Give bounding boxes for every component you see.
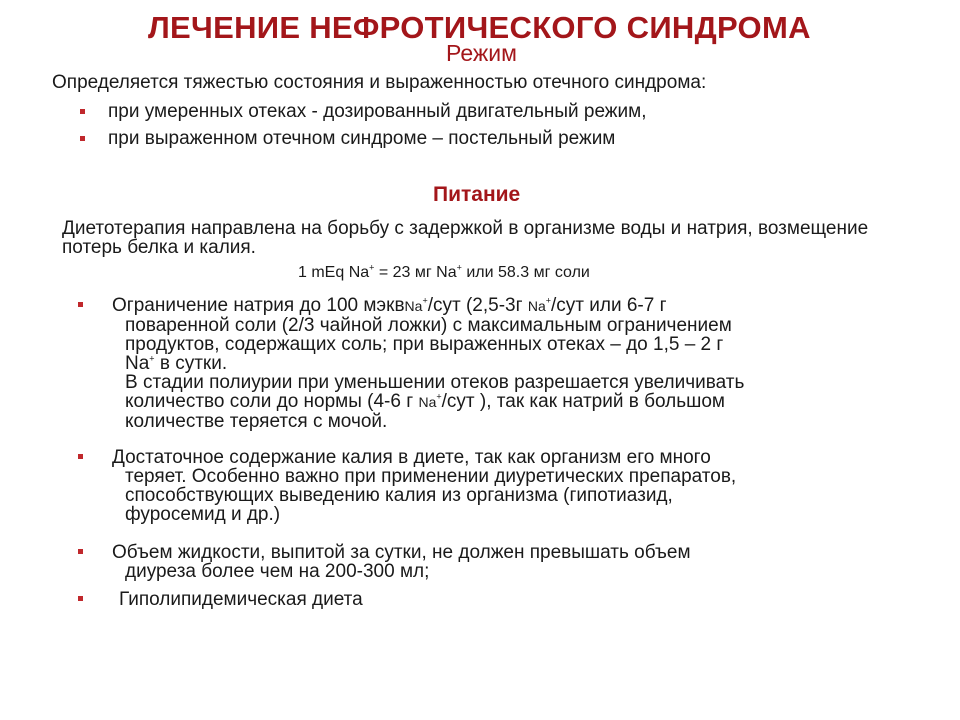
superscript: + [369, 262, 375, 273]
regime-intro: Определяется тяжестью состояния и выраженностью отечного синдрома: [52, 72, 707, 93]
text-line: продуктов, содержащих соль; при выраженных отеках – до 1,5 – 2 г [125, 334, 724, 355]
text-fragment: /сут или 6-7 г [551, 295, 667, 316]
slide-title: ЛЕЧЕНИЕ НЕФРОТИЧЕСКОГО СИНДРОМА [148, 10, 811, 45]
regime-list [78, 98, 838, 152]
text-line: диуреза более чем на 200-300 мл; [125, 561, 430, 582]
diet-intro: Диетотерапия направлена на борьбу с задержкой в организме воды и натрия, возмещение потерь белка и калия. [62, 218, 869, 258]
list-item [78, 98, 838, 125]
nutrition-heading: Питание [433, 183, 521, 206]
text-line: количестве теряется с мочой. [125, 411, 388, 432]
text-fragment: /сут (2,5-3г [427, 295, 528, 316]
diet-list [78, 296, 938, 609]
subtitle-regime: Режим [446, 40, 517, 66]
text-line: поваренной соли (2/3 чайной ложки) с максимальным ограничением [125, 315, 732, 336]
superscript: + [545, 295, 551, 306]
sodium-conversion-note [298, 264, 590, 282]
square-bullet-icon [78, 302, 83, 307]
text-line: фуросемид и др.) [125, 504, 281, 525]
lipid-diet-item [78, 590, 938, 609]
conversion-text: или 58.3 мг соли [461, 264, 590, 281]
regime-item-text: при выраженном отечном синдроме – постельный режим [108, 128, 616, 149]
square-bullet-icon [78, 549, 83, 554]
superscript: + [422, 295, 428, 306]
text-line [112, 354, 938, 373]
square-bullet-icon [78, 454, 83, 459]
conversion-text: = 23 мг Na [374, 264, 457, 281]
square-bullet-icon [80, 136, 85, 141]
sodium-restriction-item [78, 296, 938, 431]
sodium-symbol: Na [125, 353, 150, 374]
text-fragment: в сутки. [154, 353, 228, 374]
square-bullet-icon [80, 109, 85, 114]
text-line [112, 295, 667, 316]
conversion-text: 1 mEq Na [298, 264, 370, 281]
regime-item-text: при умеренных отеках - дозированный двигательный режим, [108, 101, 647, 122]
superscript: + [436, 391, 442, 402]
sodium-symbol: Na [404, 298, 423, 314]
text-fragment: /сут ), так как натрий в большом [441, 391, 725, 412]
list-item [78, 125, 838, 152]
text-line [112, 392, 938, 412]
text-line: теряет. Особенно важно при применении диуретических препаратов, [125, 466, 737, 487]
text-line: Объем жидкости, выпитой за сутки, не должен превышать объем [112, 542, 691, 563]
fluid-volume-item [78, 543, 938, 581]
text-fragment: Ограничение натрия до 100 мэкв [112, 295, 405, 316]
superscript: + [456, 262, 462, 273]
superscript: + [149, 353, 155, 364]
text-line: Достаточное содержание калия в диете, так как организм его много [112, 447, 711, 468]
sodium-symbol: Na [418, 394, 437, 410]
text-line: В стадии полиурии при уменьшении отеков разрешается увеличивать [125, 372, 745, 393]
text-fragment: количество соли до нормы (4-6 г [125, 391, 419, 412]
sodium-symbol: Na [527, 298, 546, 314]
text-line: способствующих выведению калия из организма (гипотиазид, [125, 485, 673, 506]
potassium-item [78, 448, 938, 524]
text-line: Гиполипидемическая диета [119, 589, 363, 610]
square-bullet-icon [78, 596, 83, 601]
